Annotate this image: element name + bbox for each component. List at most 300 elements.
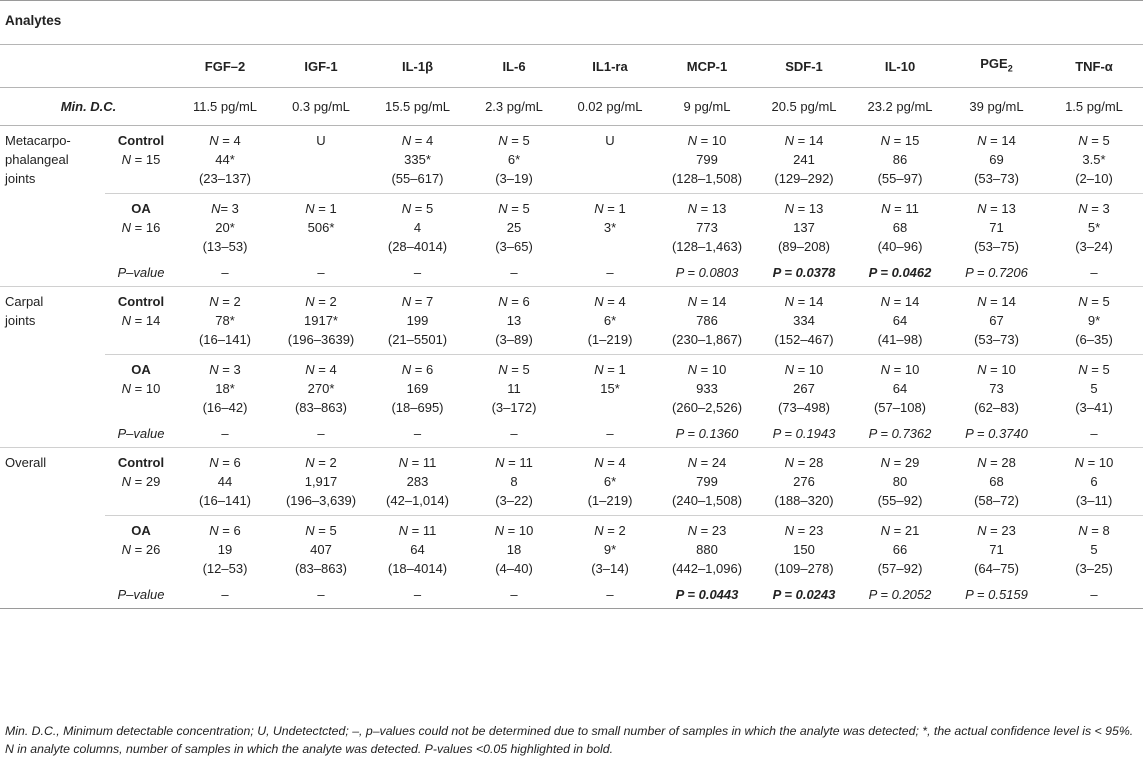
value-line: N = 6 [498,294,530,309]
value-line: U [316,133,326,148]
value-line: N = 10 [784,362,824,377]
value-line: (55–617) [391,171,444,186]
value-line: N = 1 [594,201,626,216]
value-cell [658,287,756,355]
group-spacer [0,420,105,448]
column-header: MCP-1 [658,45,756,88]
caption-title: Analytes [5,13,62,28]
min-dc-value: 39 pg/mL [948,88,1045,126]
value-cell [658,194,756,260]
value-line: N = 10 [687,362,727,377]
value-line: 799 [696,152,718,167]
value-line: N = 6 [209,455,241,470]
value-cell [1045,194,1143,260]
value-line: (3–172) [491,400,537,415]
value-cell [177,126,273,194]
value-line: (109–278) [774,561,834,576]
pvalue-cell: P = 0.7206 [948,259,1045,287]
value-cell [466,194,562,260]
value-line: 1917* [304,313,338,328]
value-line: N = 10 [880,362,920,377]
value-line: (55–92) [877,493,923,508]
value-line: N = 28 [977,455,1016,470]
condition-cell [105,448,177,516]
condition-n: N = 15 [121,152,161,167]
value-line: N = 23 [784,523,824,538]
value-line: (196–3,639) [285,493,357,508]
value-line: N = 29 [880,455,920,470]
value-line: N = 11 [398,523,437,538]
control-row [0,126,1143,194]
value-line: N = 4 [594,294,626,309]
value-line: 67 [989,313,1004,328]
value-line: (442–1,096) [671,561,743,576]
value-cell [177,287,273,355]
column-header: IGF-1 [273,45,369,88]
column-header-row [0,45,1143,88]
value-line: N = 5 [401,201,434,216]
min-dc-value: 11.5 pg/mL [177,88,273,126]
value-cell [273,194,369,260]
value-line: 199 [406,313,429,328]
value-line: (196–3639) [287,332,355,347]
column-header: $PGE_2$ [948,45,1045,88]
value-line: 25 [506,220,522,235]
value-line: N = 5 [1078,362,1110,377]
condition-label: Control [117,133,165,148]
value-line: 71 [989,542,1004,557]
value-line: 44* [215,152,235,167]
group-spacer [0,516,105,582]
condition-label: Control [117,294,165,309]
value-line: 19 [217,542,233,557]
pvalue-cell: – [1045,581,1143,609]
value-line: 68 [892,220,908,235]
value-cell [756,355,852,421]
value-line: 880 [696,542,718,557]
value-line: N = 5 [1078,133,1110,148]
value-line: 283 [406,474,429,489]
pvalue-cell: P = 0.3740 [948,420,1045,448]
value-line: 18 [506,542,522,557]
value-line: 71 [989,220,1004,235]
column-header: IL-10 [852,45,948,88]
condition-n: N = 26 [121,542,161,557]
value-line: 64 [892,313,908,328]
value-cell [658,126,756,194]
value-line: 1,917 [304,474,338,489]
pvalue-cell: P = 0.7362 [852,420,948,448]
value-line: 66 [892,542,908,557]
pvalue-cell: – [562,420,658,448]
value-cell [852,287,948,355]
value-line: 18* [215,381,235,396]
value-line: 6* [603,474,617,489]
value-line: (89–208) [777,239,831,254]
value-line: 4 [413,220,422,235]
column-header: TNF-α [1045,45,1143,88]
value-line: (3–22) [495,493,533,508]
pvalue-cell: P = 0.0243 [756,581,852,609]
pvalue-cell: P = 0.0443 [658,581,756,609]
value-line: N = 2 [305,294,337,309]
condition-n: N = 14 [121,313,161,328]
value-line: (3–14) [591,561,629,576]
group-name [0,126,105,194]
value-cell [948,516,1045,582]
value-line: (3–25) [1075,561,1113,576]
value-line: (53–73) [974,171,1019,186]
pvalue-cell: P = 0.0803 [658,259,756,287]
value-line: (13–53) [202,239,248,254]
value-line: (3–11) [1075,493,1113,508]
pvalue-cell: – [466,581,562,609]
value-line: N= 3 [211,201,239,216]
value-line: (3–19) [495,171,533,186]
condition-cell [105,287,177,355]
value-line: N = 4 [305,362,337,377]
value-line: 6* [507,152,521,167]
value-line: N = 14 [977,133,1016,148]
condition-label: OA [131,523,151,538]
value-line: 6 [1090,474,1098,489]
value-cell [273,516,369,582]
condition-cell [105,126,177,194]
value-cell [1045,516,1143,582]
value-cell [756,194,852,260]
value-cell [177,516,273,582]
value-line: (129–292) [774,171,834,186]
value-line: (16–141) [198,332,252,347]
value-cell [466,287,562,355]
value-line: (2–10) [1075,171,1113,186]
value-line: (3–89) [495,332,533,347]
value-line: (28–4014) [387,239,448,254]
value-line: 8 [510,474,518,489]
value-line: 11 [507,381,521,396]
condition-label: OA [131,201,151,216]
value-line: (188–320) [774,493,834,508]
column-header: FGF–2 [177,45,273,88]
value-line: 9* [603,542,617,557]
header-blank-2 [105,45,177,88]
value-line: (53–73) [974,332,1019,347]
value-line: N = 14 [784,294,824,309]
value-line: (55–97) [877,171,923,186]
pvalue-cell: – [562,259,658,287]
column-header: IL-6 [466,45,562,88]
pvalue-label: P–value [105,420,177,448]
value-line: N = 6 [209,523,241,538]
value-line: (3–65) [495,239,533,254]
value-cell [369,287,466,355]
control-row [0,448,1143,516]
group-spacer [0,194,105,260]
value-line: (40–96) [877,239,923,254]
value-cell [562,516,658,582]
value-line: N = 11 [398,455,437,470]
value-line: (57–108) [873,400,927,415]
value-line: (12–53) [202,561,248,576]
value-cell [948,126,1045,194]
value-line: 773 [696,220,718,235]
value-line: (41–98) [877,332,923,347]
table-caption [0,0,1143,45]
value-line: 5 [1090,381,1098,396]
value-line: 9* [1087,313,1101,328]
value-line: N = 21 [880,523,920,538]
value-cell [466,355,562,421]
value-line: (3–41) [1075,400,1113,415]
pvalue-cell: – [369,581,466,609]
value-line: 78* [215,313,235,328]
value-line: N = 10 [494,523,534,538]
value-line: 69 [989,152,1004,167]
group-name-line: joints [5,171,36,186]
value-line: (260–2,526) [671,400,743,415]
value-line: 44 [217,474,233,489]
value-cell [562,194,658,260]
value-line: N = 13 [784,201,824,216]
group-spacer [0,259,105,287]
value-line: N = 4 [594,455,626,470]
pvalue-cell: – [273,420,369,448]
value-line: N = 23 [687,523,727,538]
oa-row [0,355,1143,421]
value-cell [948,287,1045,355]
value-line: 276 [793,474,815,489]
value-cell [1045,448,1143,516]
value-line: 3* [603,220,617,235]
pvalue-row [0,581,1143,609]
value-line: (230–1,867) [671,332,743,347]
pvalue-cell: P = 0.1360 [658,420,756,448]
value-line: 5* [1087,220,1101,235]
value-line: (73–498) [777,400,831,415]
value-line: 86 [892,152,908,167]
value-line: (6–35) [1075,332,1113,347]
value-line: (53–75) [974,239,1019,254]
value-cell [756,287,852,355]
value-line: (16–42) [202,400,248,415]
value-cell [852,126,948,194]
min-dc-value: 0.3 pg/mL [273,88,369,126]
value-line: 270* [307,381,335,396]
pvalue-row [0,259,1143,287]
group-name [0,287,105,355]
value-line: N = 7 [401,294,434,309]
value-line: (64–75) [974,561,1019,576]
table-footnote: Min. D.C., Minimum detectable concentration; U, Undetectcted; –, p–values could not be determined due to small number of samples in which the analyte was detected; *, the actual confidence level is < 95%. N in analyte columns, number of samples in which the analyte was detected. P-values <0.05 highlighted in bold. [5,724,1134,756]
value-line: 799 [696,474,718,489]
value-line: 15* [600,381,620,396]
value-line: N = 1 [305,201,337,216]
value-cell [948,194,1045,260]
value-line: N = 4 [401,133,434,148]
value-line: (1–219) [587,332,633,347]
value-cell [562,448,658,516]
value-line: (1–219) [587,493,633,508]
value-cell [466,448,562,516]
pvalue-cell: – [1045,259,1143,287]
condition-cell [105,194,177,260]
value-cell [273,355,369,421]
value-cell [756,516,852,582]
value-line: N = 2 [209,294,241,309]
value-cell [852,194,948,260]
value-line: (240–1,508) [671,493,743,508]
pvalue-label: P–value [105,581,177,609]
value-line: (23–137) [198,171,252,186]
value-line: 241 [793,152,815,167]
pvalue-row [0,420,1143,448]
value-line: N = 5 [1078,294,1110,309]
value-line: (42–1,014) [386,493,449,508]
value-cell [1045,126,1143,194]
value-line: 13 [506,313,522,328]
value-cell [658,355,756,421]
value-line: N = 10 [977,362,1016,377]
group-name-line: Overall [5,455,47,470]
value-line: 169 [406,381,429,396]
pvalue-cell: – [177,259,273,287]
value-line: N = 15 [880,133,920,148]
min-dc-value: 2.3 pg/mL [466,88,562,126]
value-line: (83–863) [294,400,348,415]
min-dc-value: 15.5 pg/mL [369,88,466,126]
column-header: IL-1β [369,45,466,88]
value-cell [756,448,852,516]
value-line: 6* [603,313,617,328]
value-line: N = 14 [784,133,824,148]
value-line: 267 [793,381,815,396]
value-cell [466,516,562,582]
value-line: 407 [310,542,332,557]
value-line: N = 3 [209,362,241,377]
value-cell [369,448,466,516]
value-cell [852,355,948,421]
condition-label: OA [131,362,151,377]
value-line: N = 2 [594,523,626,538]
value-cell [852,516,948,582]
pvalue-cell: – [177,420,273,448]
condition-label: Control [117,455,165,470]
group-name-line: Metacarpo- [5,133,71,148]
value-line: 506* [307,220,335,235]
value-line: (3–24) [1075,239,1113,254]
value-cell [756,126,852,194]
value-line: 80 [892,474,908,489]
value-line: (18–695) [391,400,444,415]
min-dc-value: 9 pg/mL [658,88,756,126]
min-dc-value: 1.5 pg/mL [1045,88,1143,126]
value-cell [562,287,658,355]
min-dc-value: 20.5 pg/mL [756,88,852,126]
value-line: N = 24 [687,455,727,470]
value-line: N = 14 [977,294,1016,309]
value-line: N = 14 [880,294,920,309]
pvalue-cell: – [273,259,369,287]
value-line: 786 [696,313,718,328]
min-dc-row [0,88,1143,126]
oa-row [0,516,1143,582]
min-dc-value: 0.02 pg/mL [562,88,658,126]
value-cell [369,126,466,194]
value-line: (128–1,508) [671,171,743,186]
value-cell [369,355,466,421]
analytes-table [0,44,1143,609]
pvalue-cell: – [1045,420,1143,448]
pvalue-cell: – [466,420,562,448]
value-cell [1045,355,1143,421]
value-cell [273,126,369,194]
min-dc-value: 23.2 pg/mL [852,88,948,126]
value-line: 933 [696,381,718,396]
value-line: 20* [215,220,235,235]
pvalue-cell: – [466,259,562,287]
group-name-line: joints [5,313,36,328]
value-line: N = 14 [687,294,727,309]
value-line: 5 [1090,542,1098,557]
value-cell [177,448,273,516]
value-cell [1045,287,1143,355]
value-line: N = 5 [305,523,337,538]
value-line: N = 5 [498,201,530,216]
pvalue-cell: – [369,420,466,448]
value-line: (57–92) [877,561,923,576]
value-line: (152–467) [774,332,834,347]
control-row [0,287,1143,355]
column-header: IL1-ra [562,45,658,88]
value-cell [658,448,756,516]
value-line: 68 [989,474,1004,489]
group-spacer [0,581,105,609]
pvalue-cell: P = 0.1943 [756,420,852,448]
group-name-line: phalangeal [5,152,69,167]
value-line: N = 28 [784,455,824,470]
value-cell [658,516,756,582]
value-cell [852,448,948,516]
value-cell [273,287,369,355]
pvalue-cell: – [562,581,658,609]
pvalue-cell: – [273,581,369,609]
value-cell [562,126,658,194]
value-cell [177,355,273,421]
value-cell [948,448,1045,516]
pvalue-cell: P = 0.0462 [852,259,948,287]
value-line: N = 6 [401,362,434,377]
pvalue-label: P–value [105,259,177,287]
value-cell [177,194,273,260]
value-line: 137 [793,220,815,235]
value-line: (21–5501) [387,332,448,347]
value-line: 64 [410,542,425,557]
condition-cell [105,516,177,582]
value-line: N = 2 [305,455,337,470]
value-cell [273,448,369,516]
value-cell [369,194,466,260]
value-line: 334 [793,313,815,328]
value-line: N = 4 [209,133,241,148]
value-line: 3.5* [1082,152,1106,167]
value-line: N = 13 [977,201,1016,216]
pvalue-cell: P = 0.2052 [852,581,948,609]
condition-cell [105,355,177,421]
value-line: 64 [892,381,908,396]
value-line: N = 11 [881,201,919,216]
value-line: N = 8 [1078,523,1110,538]
header-blank [0,45,105,88]
